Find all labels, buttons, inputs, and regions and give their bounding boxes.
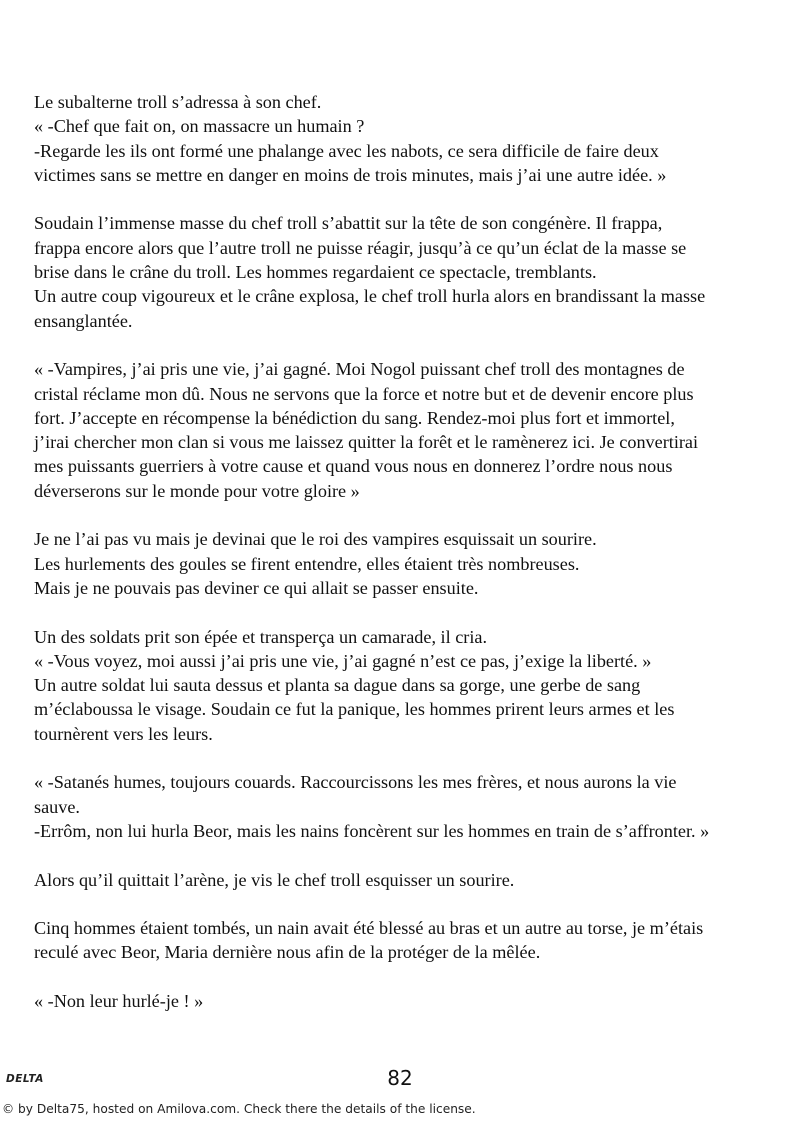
text-line: « -Satanés humes, toujours couards. Raccourcissons les mes frères, et nous aurons la vie bbox=[34, 772, 677, 793]
text-line: ensanglantée. bbox=[34, 310, 133, 331]
paragraph bbox=[34, 357, 782, 503]
page-body-text bbox=[34, 90, 782, 1038]
text-line: cristal réclame mon dû. Nous ne servons que la force et notre but et de devenir encore plus bbox=[34, 383, 694, 404]
text-line: « -Vous voyez, moi aussi j’ai pris une vie, j’ai gagné n’est ce pas, j’exige la liberté. » bbox=[34, 650, 652, 671]
text-line: Soudain l’immense masse du chef troll s’abattit sur la tête de son congénère. Il frappa, bbox=[34, 213, 663, 234]
text-line: mes puissants guerriers à votre cause et quand vous nous en donnerez l’ordre nous nous bbox=[34, 456, 673, 477]
text-line: « -Vampires, j’ai pris une vie, j’ai gagné. Moi Nogol puissant chef troll des montagnes de bbox=[34, 359, 685, 380]
text-line: Un autre soldat lui sauta dessus et planta sa dague dans sa gorge, une gerbe de sang bbox=[34, 675, 641, 696]
text-line: fort. J’accepte en récompense la bénédiction du sang. Rendez-moi plus fort et immortel, bbox=[34, 407, 675, 428]
text-line: « -Chef que fait on, on massacre un humain ? bbox=[34, 116, 365, 137]
page-number: 82 bbox=[387, 1066, 413, 1090]
text-line: victimes sans se mettre en danger en moins de trois minutes, mais j’ai une autre idée. » bbox=[34, 164, 667, 185]
text-line: Un des soldats prit son épée et transperça un camarade, il cria. bbox=[34, 626, 487, 647]
paragraph bbox=[34, 527, 782, 600]
paragraph bbox=[34, 211, 782, 332]
paragraph bbox=[34, 90, 782, 187]
copyright-notice: © by Delta75, hosted on Amilova.com. Check there the details of the license. bbox=[2, 1102, 476, 1116]
text-line: Cinq hommes étaient tombés, un nain avait été blessé au bras et un autre au torse, je m’étais bbox=[34, 918, 704, 939]
text-line: reculé avec Beor, Maria dernière nous afin de la protéger de la mêlée. bbox=[34, 942, 541, 963]
paragraph bbox=[34, 625, 782, 746]
text-line: sauve. bbox=[34, 796, 80, 817]
text-line: Le subalterne troll s’adressa à son chef. bbox=[34, 92, 322, 112]
text-line: j’irai chercher mon clan si vous me laissez quitter la forêt et le ramènerez ici. Je convertirai bbox=[34, 432, 699, 453]
author-logo: DELTA bbox=[6, 1073, 44, 1085]
text-line: Un autre coup vigoureux et le crâne explosa, le chef troll hurla alors en brandissant la masse bbox=[34, 286, 706, 307]
text-line: Alors qu’il quittait l’arène, je vis le chef troll esquisser un sourire. bbox=[34, 869, 515, 890]
paragraph bbox=[34, 770, 782, 843]
text-line: déverserons sur le monde pour votre gloire » bbox=[34, 480, 360, 501]
text-line: frappa encore alors que l’autre troll ne puisse réagir, jusqu’à ce qu’un éclat de la masse se bbox=[34, 237, 687, 258]
text-line: « -Non leur hurlé-je ! » bbox=[34, 990, 204, 1011]
text-line: Les hurlements des goules se firent entendre, elles étaient très nombreuses. bbox=[34, 553, 580, 574]
paragraph bbox=[34, 916, 782, 965]
text-line: m’éclaboussa le visage. Soudain ce fut la panique, les hommes prirent leurs armes et les bbox=[34, 699, 675, 720]
text-line: Mais je ne pouvais pas deviner ce qui allait se passer ensuite. bbox=[34, 577, 479, 598]
paragraph bbox=[34, 989, 782, 1013]
text-line: brise dans le crâne du troll. Les hommes regardaient ce spectacle, tremblants. bbox=[34, 262, 597, 283]
text-line: Je ne l’ai pas vu mais je devinai que le roi des vampires esquissait un sourire. bbox=[34, 529, 597, 550]
paragraph bbox=[34, 868, 782, 892]
text-line: -Errôm, non lui hurla Beor, mais les nains foncèrent sur les hommes en train de s’affronter. » bbox=[34, 820, 710, 841]
text-line: tournèrent vers les leurs. bbox=[34, 723, 213, 744]
text-line: -Regarde les ils ont formé une phalange avec les nabots, ce sera difficile de faire deux bbox=[34, 140, 659, 161]
